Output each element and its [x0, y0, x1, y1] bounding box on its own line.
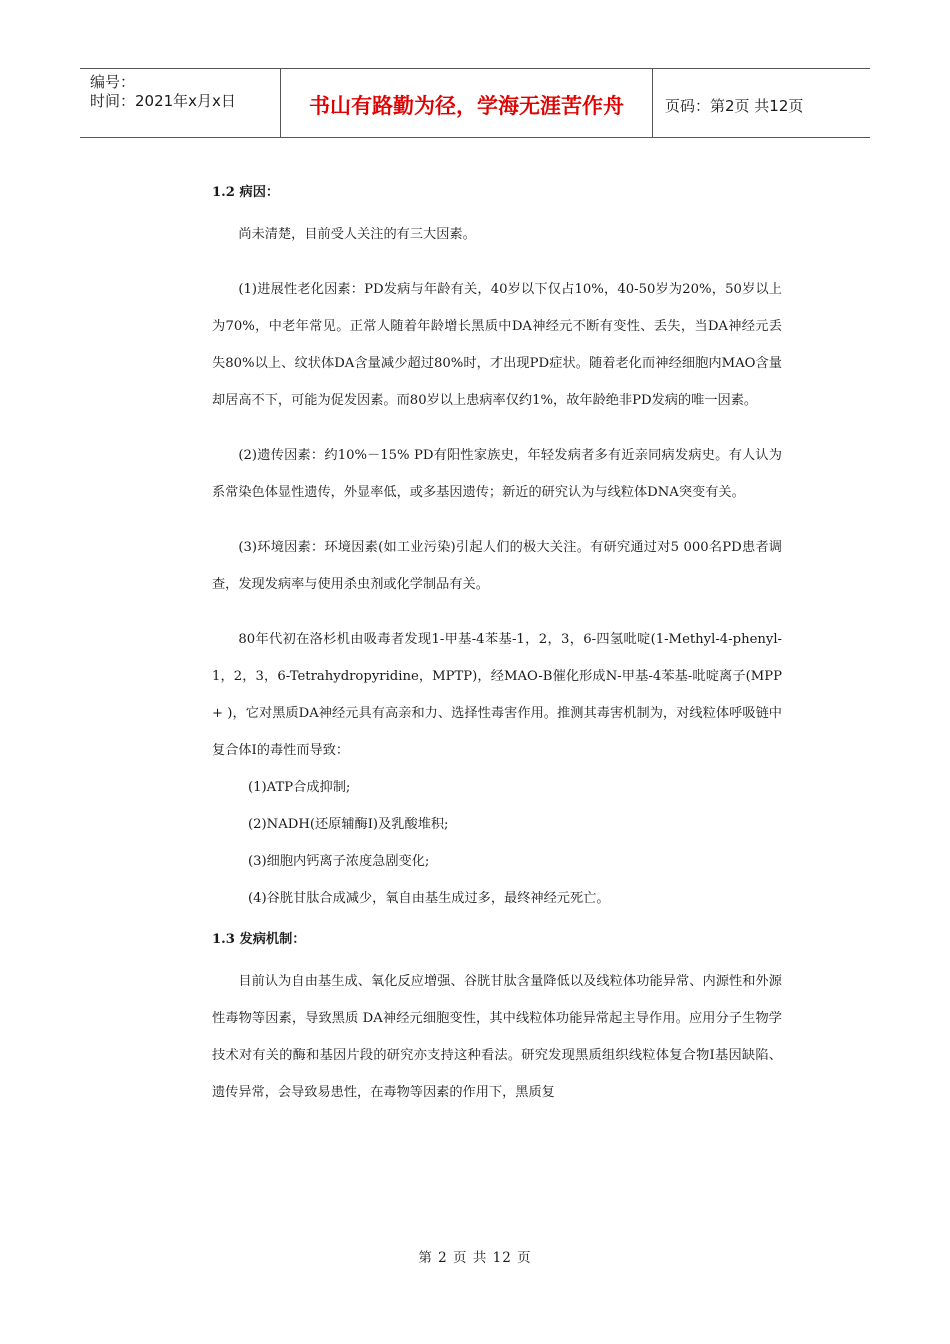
header-meta — [80, 69, 281, 137]
mechanism-paragraph: 目前认为自由基生成、氧化反应增强、谷胱甘肽含量降低以及线粒体功能异常、内源性和外源性毒物等因素，导致黑质 DA神经元细胞变性，其中线粒体功能异常起主导作用。应用分子生物学技术对有关的酶和基因片段的研究亦支持这种看法。研究发现黑质组织线粒体复合物Ⅰ基因缺陷、遗传异常，会导致易患性，在毒物等因素的作用下，黑质复 — [212, 974, 782, 1100]
factor-aging: (1)进展性老化因素：PD发病与年龄有关，40岁以下仅占10%，40-50岁为20%，50岁以上为70%，中老年常见。正常人随着年龄增长黑质中DA神经元不断有变性、丢失，当DA神经元丢失80%以上、纹状体DA含量减少超过80%时，才出现PD症状。随着老化而神经细胞内MAO含量却居高不下，可能为促发因素。而80岁以上患病率仅约1%，故年龄绝非PD发病的唯一因素。 — [212, 282, 782, 408]
section-heading-mechanism: 1.3 发病机制： — [212, 932, 306, 947]
page-footer: 第 2 页 共 12 页 — [418, 1250, 532, 1266]
section-heading-cause: 1.2 病因： — [212, 185, 280, 200]
document-body — [212, 178, 782, 1111]
time-line: 时间：2021年x月x日 — [90, 92, 236, 110]
list-item: (4)谷胱甘肽合成减少，氧自由基生成过多，最终神经元死亡。 — [248, 891, 610, 906]
list-item: (3)细胞内钙离子浓度急剧变化; — [248, 854, 430, 869]
header-motto: 书山有路勤为径，学海无涯苦作舟 — [281, 69, 653, 137]
header-page-info: 页码：第2页 共12页 — [665, 96, 804, 115]
list-item: (1)ATP合成抑制; — [248, 780, 351, 795]
code-label: 编号： — [90, 73, 136, 91]
factor-genetic: (2)遗传因素：约10%－15% PD有阳性家族史，年轻发病者多有近亲同病发病史。有人认为系常染色体显性遗传，外显率低，或多基因遗传；新近的研究认为与线粒体DNA突变有关。 — [212, 448, 782, 500]
mptp-paragraph: 80年代初在洛杉机由吸毒者发现1-甲基-4苯基-1，2，3，6-四氢吡啶(1-Methyl-4-phenyl-1，2，3，6-Tetrahydropyridine，MPTP)，经MAO-B催化形成N-甲基-4苯基-吡啶离子(MPP + )，它对黑质DA神经元具有高亲和力、选择性毒害作用。推测其毒害机制为，对线粒体呼吸链中复合体Ⅰ的毒性而导致： — [212, 632, 782, 758]
factor-environment: (3)环境因素：环境因素(如工业污染)引起人们的极大关注。有研究通过对5 000名PD患者调查，发现发病率与使用杀虫剂或化学制品有关。 — [212, 540, 782, 592]
cause-intro: 尚未清楚，目前受人关注的有三大因素。 — [238, 227, 476, 242]
page-header — [80, 68, 870, 138]
list-item: (2)NADH(还原辅酶Ⅰ)及乳酸堆积; — [248, 817, 449, 832]
